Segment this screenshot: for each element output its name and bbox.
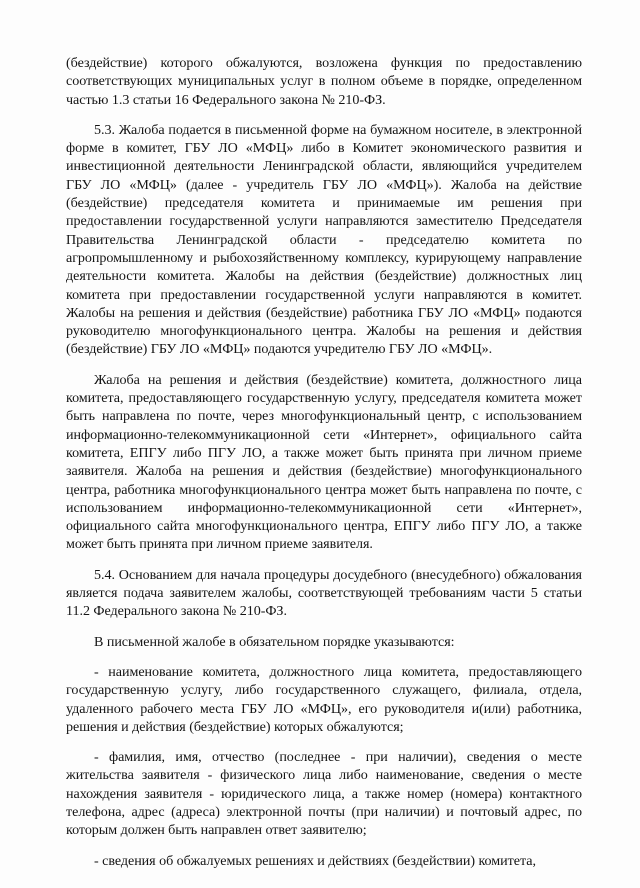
paragraph-5-3: 5.3. Жалоба подается в письменной форме на бумажном носителе, в электронной форме в комитет, ГБУ ЛО «МФЦ» либо в Комитет экономического развития и инвестиционной деятельности Ленинградской области, являющийся учредителем ГБУ ЛО «МФЦ» (далее - учредитель ГБУ ЛО «МФЦ»). Жалоба на действие (бездействие) председателя комитета и принимаемые им решения при предоставлении государственной услуги направляются заместителю Председателя Правительства Ленинградской области - председателю комитета по агропромышленному и рыбохозяйственному комплексу, курирующему направление деятельности комитета. Жалобы на действия (бездействие) должностных лиц комитета при предоставлении государственной услуги направляются в комитет. Жалобы на решения и действия (бездействие) работника ГБУ ЛО «МФЦ» подаются руководителю многофункционального центра. Жалобы на решения и действия (бездействие) ГБУ ЛО «МФЦ» подаются учредителю ГБУ ЛО «МФЦ».	[66, 121, 582, 358]
paragraph-complaint-channels: Жалоба на решения и действия (бездействие) комитета, должностного лица комитета, предоставляющего государственную услугу, председателя комитета может быть направлена по почте, через многофункциональный центр, с использованием информационно-телекоммуникационной сети «Интернет», официального сайта комитета, ЕПГУ либо ПГУ ЛО, а также может быть принята при личном приеме заявителя. Жалоба на решения и действия (бездействие) многофункционального центра, работника многофункционального центра может быть направлена по почте, с использованием информационно-телекоммуникационной сети «Интернет», официального сайта многофункционального центра, ЕПГУ либо ПГУ ЛО, а также может быть принята при личном приеме заявителя.	[66, 371, 582, 553]
paragraph-5-4: 5.4. Основанием для начала процедуры досудебного (внесудебного) обжалования является подача заявителем жалобы, соответствующей требованиям части 5 статьи 11.2 Федерального закона № 210-ФЗ.	[66, 566, 582, 620]
document-body	[66, 54, 582, 870]
paragraph-continuation: (бездействие) которого обжалуются, возложена функция по предоставлению соответствующих муниципальных услуг в полном объеме в порядке, определенном частью 1.3 статьи 16 Федерального закона № 210-ФЗ.	[66, 55, 582, 108]
list-item-decisions-info: - сведения об обжалуемых решениях и действиях (бездействии) комитета,	[94, 852, 536, 869]
list-item-authority-name: - наименование комитета, должностного лица комитета, предоставляющего государственную услугу, либо государственного служащего, филиала, отдела, удаленного рабочего места ГБУ ЛО «МФЦ», его руководителя и(или) работника, решения и действия (бездействие) которых обжалуются;	[66, 663, 582, 735]
paragraph-required-items-intro: В письменной жалобе в обязательном порядке указываются:	[94, 633, 455, 650]
list-item-applicant-details: - фамилия, имя, отчество (последнее - при наличии), сведения о месте жительства заявителя - физического лица либо наименование, сведения о месте нахождения заявителя - юридического лица, а также номер (номера) контактного телефона, адрес (адреса) электронной почты (при наличии) и почтовый адрес, по которым должен быть направлен ответ заявителю;	[66, 749, 582, 839]
